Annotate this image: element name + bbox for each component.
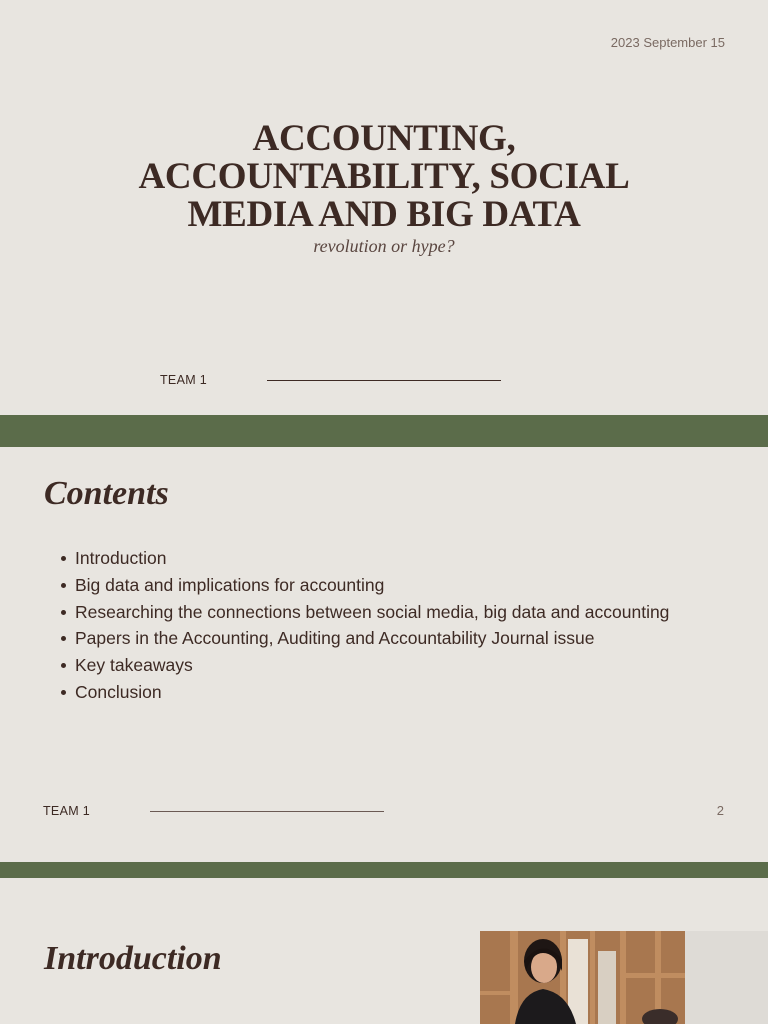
divider-line xyxy=(267,380,501,381)
title-line: ACCOUNTING, xyxy=(252,118,516,159)
team-label: TEAM 1 xyxy=(160,373,207,387)
contents-heading: Contents xyxy=(44,475,169,512)
contents-item: Big data and implications for accounting xyxy=(75,572,669,599)
contents-item: Papers in the Accounting, Auditing and Accountability Journal issue xyxy=(75,625,669,652)
title-line: ACCOUNTABILITY, SOCIAL xyxy=(138,156,630,197)
introduction-heading: Introduction xyxy=(44,940,222,977)
divider-line xyxy=(150,811,384,812)
contents-item: Conclusion xyxy=(75,679,669,706)
contents-slide xyxy=(0,447,768,862)
contents-item: Introduction xyxy=(75,545,669,572)
slide-date: 2023 September 15 xyxy=(610,35,725,50)
slide-separator xyxy=(0,415,768,447)
title-slide xyxy=(0,0,768,415)
office-photo xyxy=(480,931,768,1024)
page-number: 2 xyxy=(716,803,724,818)
introduction-slide xyxy=(0,878,768,1024)
slide-title xyxy=(0,120,768,234)
team-label: TEAM 1 xyxy=(43,804,90,818)
slide-separator xyxy=(0,862,768,878)
contents-list xyxy=(75,545,669,706)
contents-item: Researching the connections between social media, big data and accounting xyxy=(75,599,669,626)
contents-item: Key takeaways xyxy=(75,652,669,679)
slide-subtitle: revolution or hype? xyxy=(313,236,455,256)
title-line: MEDIA AND BIG DATA xyxy=(187,194,581,235)
